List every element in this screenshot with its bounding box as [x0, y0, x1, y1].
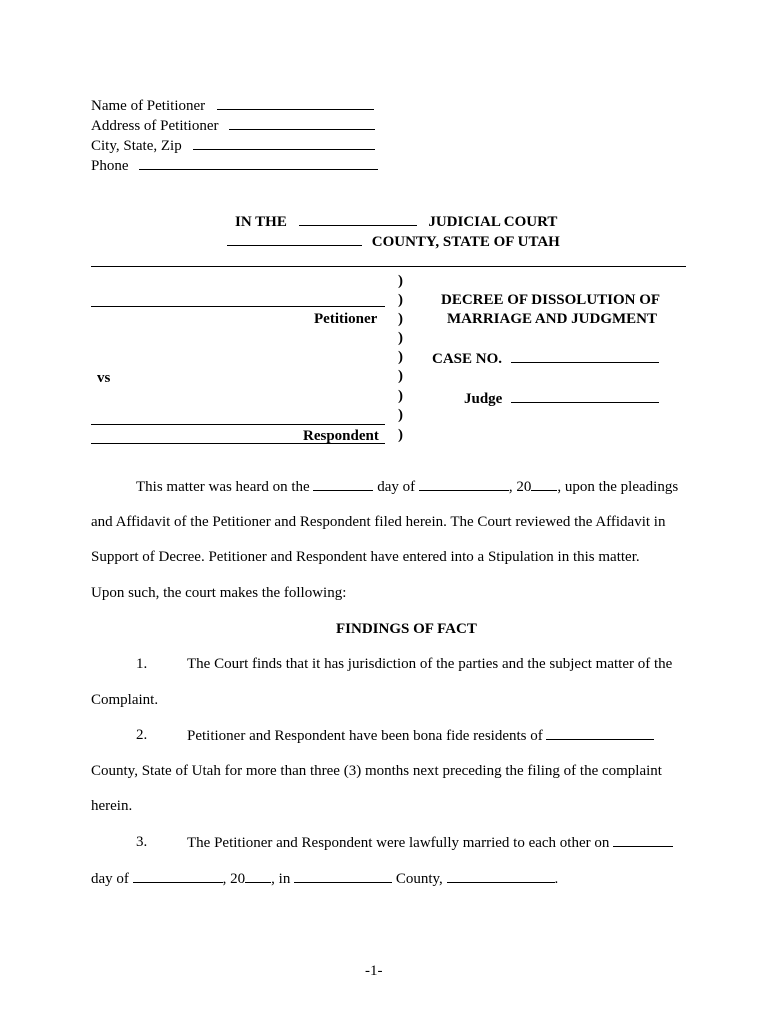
judicial-court-label: JUDICIAL COURT — [428, 214, 558, 230]
intro-text: , 20 — [508, 479, 532, 495]
marriage-month-field[interactable] — [133, 869, 223, 883]
intro-text: This matter was heard on the — [136, 479, 310, 495]
petitioner-address-row — [91, 116, 375, 135]
petitioner-party-label: Petitioner — [314, 311, 378, 327]
intro-text: day of — [377, 479, 416, 495]
petitioner-name-row — [91, 96, 374, 115]
petitioner-party-field[interactable] — [91, 306, 385, 307]
item3-text: , 20 — [222, 871, 246, 887]
judge-label: Judge — [464, 391, 503, 407]
case-no-field[interactable] — [511, 349, 659, 363]
heard-month-field[interactable] — [419, 477, 509, 491]
marriage-day-field[interactable] — [613, 833, 673, 847]
decree-title-line1: DECREE OF DISSOLUTION OF — [441, 292, 661, 308]
city-state-zip-label: City, State, Zip — [91, 138, 182, 154]
item3-text: The Petitioner and Respondent were lawfully married to each other on — [187, 835, 610, 851]
item3-text: day of — [91, 871, 129, 887]
page-number: -1- — [365, 963, 383, 979]
item1-line2: Complaint. — [91, 692, 159, 708]
item1-line1: The Court finds that it has jurisdiction of the parties and the subject matter of the — [187, 656, 673, 672]
city-state-zip-row — [91, 136, 375, 155]
respondent-party-label: Respondent — [303, 428, 379, 444]
respondent-party-field[interactable] — [91, 424, 385, 425]
phone-field[interactable] — [139, 156, 378, 170]
petitioner-address-label: Address of Petitioner — [91, 118, 219, 134]
item2-number: 2. — [136, 727, 148, 743]
caption-paren: ) — [398, 292, 403, 308]
decree-title-line2: MARRIAGE AND JUDGMENT — [447, 311, 657, 327]
intro-line-1 — [136, 477, 678, 496]
county-state-label: COUNTY, STATE OF UTAH — [371, 234, 560, 250]
judicial-district-field[interactable] — [299, 212, 417, 226]
intro-line-4: Upon such, the court makes the following: — [91, 585, 347, 601]
marriage-year-field[interactable] — [245, 869, 271, 883]
judge-field[interactable] — [511, 389, 659, 403]
court-title-line2 — [227, 232, 560, 251]
petitioner-name-label: Name of Petitioner — [91, 98, 206, 114]
item2-line3: herein. — [91, 798, 133, 814]
petitioner-name-field[interactable] — [217, 96, 374, 110]
findings-heading: FINDINGS OF FACT — [336, 621, 477, 637]
in-the-label: IN THE — [235, 214, 287, 230]
caption-paren: ) — [398, 330, 403, 346]
petitioner-address-field[interactable] — [229, 116, 375, 130]
caption-paren: ) — [398, 311, 403, 327]
item3-text: County, — [395, 871, 443, 887]
item3-text: . — [554, 871, 559, 887]
intro-text: , upon the pleadings — [557, 479, 679, 495]
caption-paren: ) — [398, 427, 403, 443]
residence-county-field[interactable] — [546, 726, 654, 740]
item3-text: , in — [271, 871, 291, 887]
phone-label: Phone — [91, 158, 129, 174]
judge-row — [464, 389, 659, 408]
item2-line1 — [187, 726, 654, 745]
county-name-field[interactable] — [227, 232, 362, 246]
caption-paren: ) — [398, 349, 403, 365]
case-no-label: CASE NO. — [432, 351, 503, 367]
intro-line-2: and Affidavit of the Petitioner and Respondent filed herein. The Court reviewed the Affidavit in — [91, 514, 666, 530]
vs-label: vs — [97, 370, 111, 386]
phone-row — [91, 156, 378, 175]
city-state-zip-field[interactable] — [193, 136, 375, 150]
item3-line1 — [187, 833, 673, 852]
case-no-row — [432, 349, 659, 368]
caption-paren: ) — [398, 388, 403, 404]
intro-line-3: Support of Decree. Petitioner and Respondent have entered into a Stipulation in this matter. — [91, 549, 640, 565]
item1-number: 1. — [136, 656, 148, 672]
marriage-county-field[interactable] — [294, 869, 392, 883]
item3-line2 — [91, 869, 558, 888]
caption-top-divider — [91, 266, 686, 267]
item3-number: 3. — [136, 834, 148, 850]
heard-year-field[interactable] — [531, 477, 557, 491]
caption-paren: ) — [398, 273, 403, 289]
heard-day-field[interactable] — [313, 477, 373, 491]
marriage-state-field[interactable] — [447, 869, 555, 883]
caption-paren: ) — [398, 368, 403, 384]
item2-line2: County, State of Utah for more than three (3) months next preceding the filing of the complaint — [91, 763, 662, 779]
caption-paren: ) — [398, 407, 403, 423]
item2-text: Petitioner and Respondent have been bona fide residents of — [187, 728, 543, 744]
court-title-line1 — [235, 212, 557, 231]
